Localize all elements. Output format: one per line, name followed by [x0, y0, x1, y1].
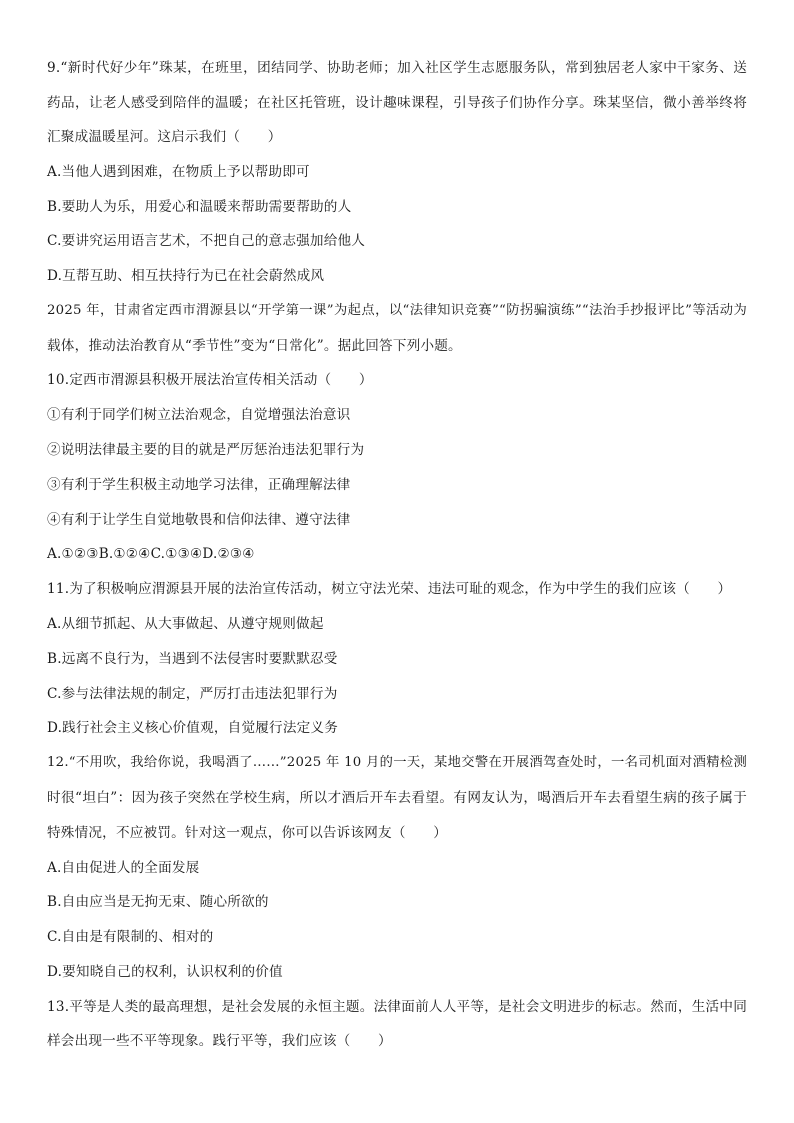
q10-statement-1: ①有利于同学们树立法治观念，自觉增强法治意识: [47, 407, 351, 423]
material-line-1: 2025 年，甘肃省定西市渭源县以“开学第一课”为起点，以“法律知识竞赛”“防拐骗演练”“法治手抄报评比”等活动为: [47, 303, 747, 318]
q9-option-b: B.要助人为乐，用爱心和温暖来帮助需要帮助的人: [47, 199, 352, 215]
q10-statement-2: ②说明法律最主要的目的就是严厉惩治违法犯罪行为: [47, 442, 365, 458]
q9-option-c: C.要讲究运用语言艺术，不把自己的意志强加给他人: [47, 233, 366, 249]
q9-stem-line-3: 汇聚成温暖星河。这启示我们（ ）: [47, 129, 282, 145]
q12-stem-line-3: 特殊情况，不应被罚。针对这一观点，你可以告诉该网友（ ）: [47, 825, 448, 841]
q12-stem-line-1: 12.“不用吹，我给你说，我喝酒了……”2025 年 10 月的一天，某地交警在开展酒驾查处时，一名司机面对酒精检测: [47, 755, 747, 770]
q11-stem: 11.为了积极响应渭源县开展的法治宣传活动，树立守法光荣、违法可耻的观念，作为中学生的我们应该（ ）: [47, 581, 732, 597]
q11-option-c: C.参与法律法规的制定，严厉打击违法犯罪行为: [47, 686, 338, 702]
q12-option-b: B.自由应当是无拘无束、随心所欲的: [47, 894, 269, 910]
q11-option-d: D.践行社会主义核心价值观，自觉履行法定义务: [47, 720, 339, 736]
q11-option-a: A.从细节抓起、从大事做起、从遵守规则做起: [47, 616, 324, 632]
q9-stem-line-2: 药品，让老人感受到陪伴的温暖；在社区托管班，设计趣味课程，引导孩子们协作分享。珠某坚信，微小善举终将: [47, 95, 747, 111]
q10-options: A.①②③B.①②④C.①③④D.②③④: [47, 546, 255, 562]
q10-stem: 10.定西市渭源县积极开展法治宣传相关活动（ ）: [47, 372, 373, 388]
q11-option-b: B.远离不良行为，当遇到不法侵害时要默默忍受: [47, 651, 338, 667]
material-line-2: 载体，推动法治教育从“季节性”变为“日常化”。据此回答下列小题。: [47, 338, 462, 354]
q9-stem-line-1: 9.“新时代好少年”珠某，在班里，团结同学、协助老师；加入社区学生志愿服务队，常到独居老人家中干家务、送: [47, 60, 747, 76]
q12-option-c: C.自由是有限制的、相对的: [47, 929, 214, 945]
q13-stem-line-2: 样会出现一些不平等现象。践行平等，我们应该（ ）: [47, 1033, 392, 1049]
q10-statement-3: ③有利于学生积极主动地学习法律，正确理解法律: [47, 477, 351, 493]
q10-statement-4: ④有利于让学生自觉地敬畏和信仰法律、遵守法律: [47, 512, 351, 528]
q9-option-d: D.互帮互助、相互扶持行为已在社会蔚然成风: [47, 268, 325, 284]
q12-stem-line-2: 时很“坦白”：因为孩子突然在学校生病，所以才酒后开车去看望。有网友认为，喝酒后开车去看望生病的孩子属于: [47, 790, 747, 806]
q9-option-a: A.当他人遇到困难，在物质上予以帮助即可: [47, 164, 310, 180]
q12-option-d: D.要知晓自己的权利，认识权利的价值: [47, 964, 283, 980]
q13-stem-line-1: 13.平等是人类的最高理想，是社会发展的永恒主题。法律面前人人平等，是社会文明进步的标志。然而，生活中同: [47, 999, 747, 1015]
q12-option-a: A.自由促进人的全面发展: [47, 860, 200, 876]
